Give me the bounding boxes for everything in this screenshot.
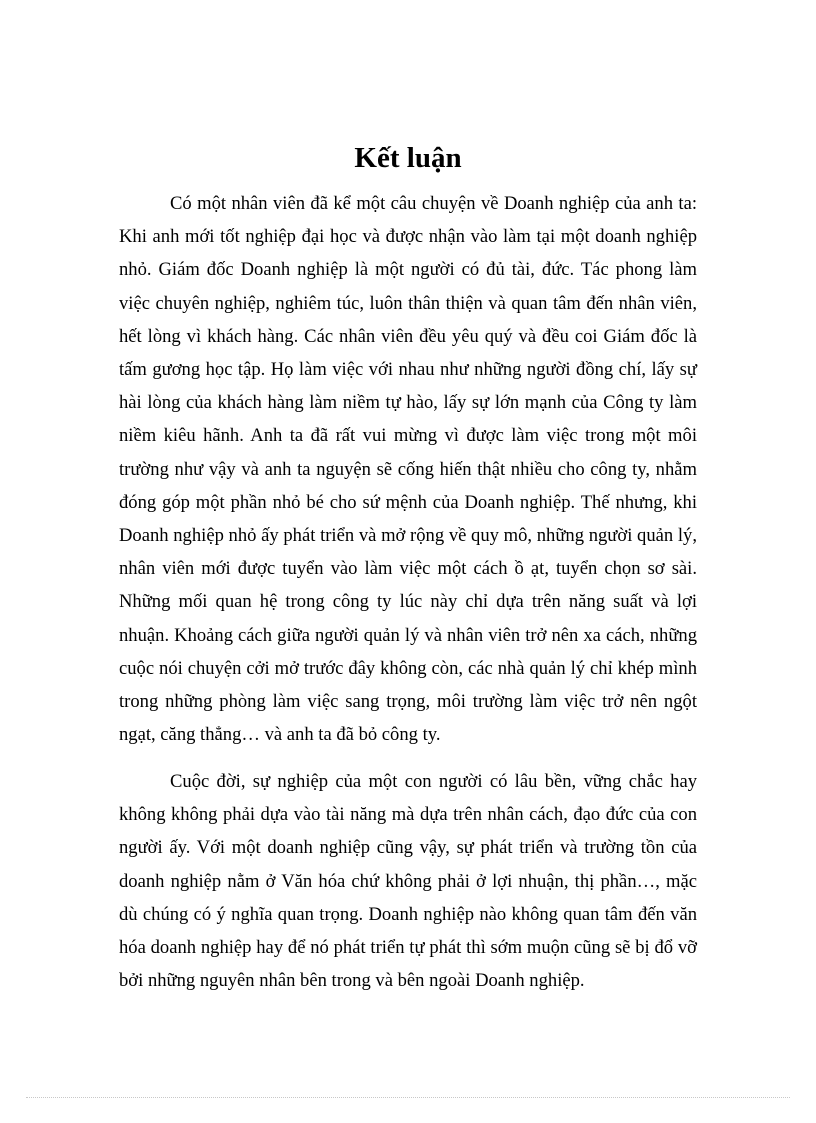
paragraph-1-container (119, 187, 697, 751)
page-bottom-divider (26, 1097, 790, 1098)
paragraph-2: Cuộc đời, sự nghiệp của một con người có lâu bền, vững chắc hay không không phải dựa vào tài năng mà dựa trên nhân cách, đạo đức của con người ấy. Với một doanh nghiệp cũng vậy, sự phát triển và trường tồn của doanh nghiệp nằm ở Văn hóa chứ không phải ở lợi nhuận, thị phần…, mặc dù chúng có ý nghĩa quan trọng. Doanh nghiệp nào không quan tâm đến văn hóa doanh nghiệp hay để nó phát triển tự phát thì sớm muộn cũng sẽ bị đổ vỡ bởi những nguyên nhân bên trong và bên ngoài Doanh nghiệp. (119, 771, 697, 992)
paragraph-1: Có một nhân viên đã kể một câu chuyện về Doanh nghiệp của anh ta: Khi anh mới tốt nghiệp đại học và được nhận vào làm tại một doanh nghiệp nhỏ. Giám đốc Doanh nghiệp là một người có đủ tài, đức. Tác phong làm việc chuyên nghiệp, nghiêm túc, luôn thân thiện và quan tâm đến nhân viên, hết lòng vì khách hàng. Các nhân viên đều yêu quý và đều coi Giám đốc là tấm gương học tập. Họ làm việc với nhau như những người đồng chí, lấy sự hài lòng của khách hàng làm niềm tự hào, lấy sự lớn mạnh của Công ty làm niềm kiêu hãnh. Anh ta đã rất vui mừng vì được làm việc trong một môi trường như vậy và anh ta nguyện sẽ cống hiến thật nhiều cho công ty, nhằm đóng góp một phần nhỏ bé cho sứ mệnh của Doanh nghiệp. Thế nhưng, khi Doanh nghiệp nhỏ ấy phát triển và mở rộng về quy mô, những người quản lý, nhân viên mới được tuyển vào làm việc một cách ồ ạt, tuyển chọn sơ sài. Những mối quan hệ trong công ty lúc này chỉ dựa trên năng suất và lợi nhuận. Khoảng cách giữa người quản lý và nhân viên trở nên xa cách, những cuộc nói chuyện cởi mở trước đây không còn, các nhà quản lý chỉ khép mình trong những phòng làm việc sang trọng, môi trường làm việc trở nên ngột ngạt, căng thẳng… và anh ta đã bỏ công ty. (119, 193, 697, 746)
paragraph-2-container (119, 765, 697, 997)
page-title: Kết luận (354, 142, 462, 174)
